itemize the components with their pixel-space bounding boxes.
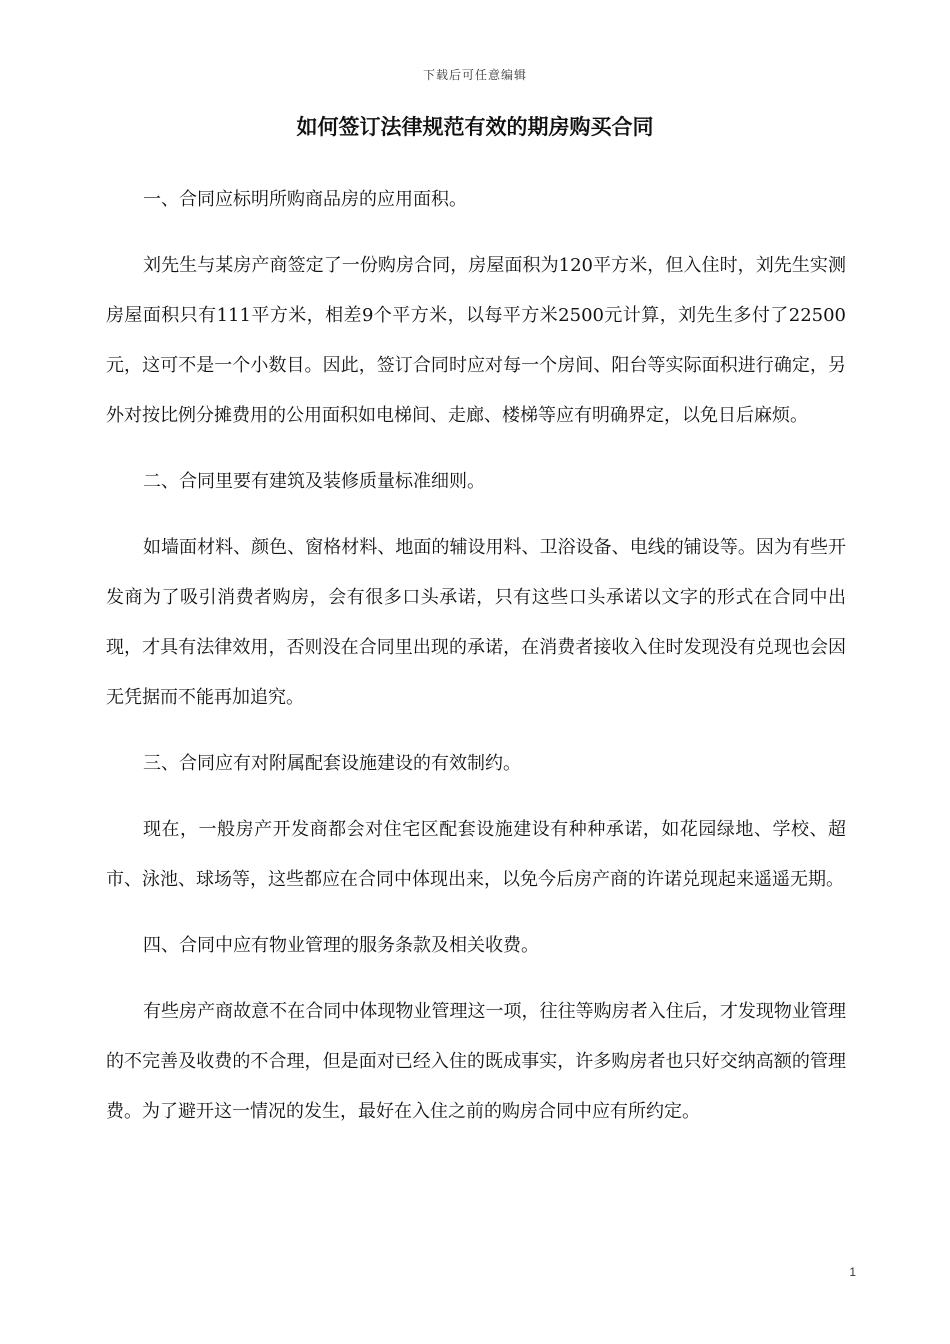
section-paragraph-1: 刘先生与某房产商签定了一份购房合同，房屋面积为120平方米，但入住时，刘先生实测房屋面积只有111平方米，相差9个平方米，以每平方米2500元计算，刘先生多付了22500元，这可不是一个小数目。因此，签订合同时应对每一个房间、阳台等实际面积进行确定，另外对按比例分摊费用的公用面积如电梯间、走廊、楼梯等应有明确界定，以免日后麻烦。 (106, 255, 846, 426)
section-paragraph-3: 现在，一般房产开发商都会对住宅区配套设施建设有种种承诺，如花园绿地、学校、超市、泳池、球场等，这些都应在合同中体现出来，以免今后房产商的许诺兑现起来遥遥无期。 (106, 819, 846, 890)
section-heading-4: 四、合同中应有物业管理的服务条款及相关收费。 (143, 935, 539, 956)
section-heading-3: 三、合同应有对附属配套设施建设的有效制约。 (143, 753, 521, 774)
document-title: 如何签订法律规范有效的期房购买合同 (296, 114, 654, 139)
section-heading-1: 一、合同应标明所购商品房的应用面积。 (143, 189, 467, 210)
page-number: 1 (849, 1265, 856, 1279)
header-note: 下载后可任意编辑 (422, 68, 527, 82)
section-heading-2: 二、合同里要有建筑及装修质量标准细则。 (143, 471, 485, 492)
section-paragraph-2: 如墙面材料、颜色、窗格材料、地面的辅设用料、卫浴设备、电线的铺设等。因为有些开发商为了吸引消费者购房，会有很多口头承诺，只有这些口头承诺以文字的形式在合同中出现，才具有法律效用，否则没在合同里出现的承诺，在消费者接收入住时发现没有兑现也会因无凭据而不能再加追究。 (106, 537, 846, 708)
section-paragraph-4: 有些房产商故意不在合同中体现物业管理这一项，往往等购房者入住后，才发现物业管理的不完善及收费的不合理，但是面对已经入住的既成事实，许多购房者也只好交纳高额的管理费。为了避开这一情况的发生，最好在入住之前的购房合同中应有所约定。 (106, 1001, 846, 1122)
document-body (106, 175, 846, 1137)
